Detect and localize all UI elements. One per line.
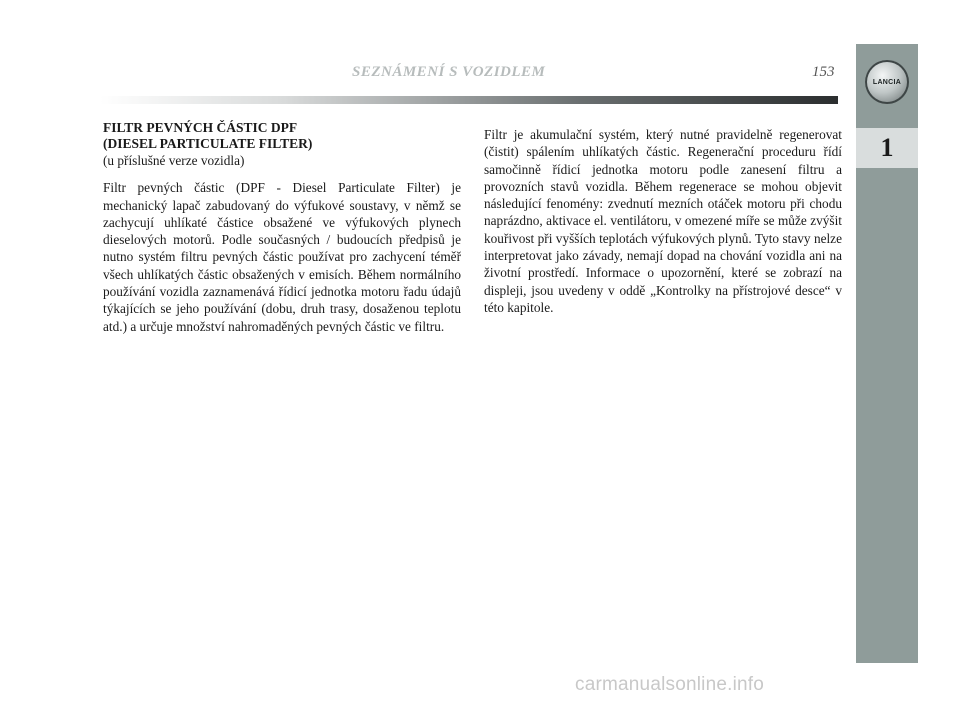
heading-line-1: FILTR PEVNÝCH ČÁSTIC DPF [103, 120, 298, 135]
page-number: 153 [812, 64, 835, 80]
watermark: carmanualsonline.info [575, 674, 765, 695]
left-paragraph: Filtr pevných částic (DPF - Diesel Particulate Filter) je mechanický lapač zabudovaný do výfukové soustavy, v němž se zachycují uhlíkaté částice obsažené ve výfukových plynech dieselových motorů. Podle současných / budoucích předpisů je nutno systém filtru pevných částic používat pro zachycení téměř všech uhlíkatých částic obsažených v emisích. Během normálního používání vozidla zaznamenává řídicí jednotka motoru řadu údajů týkajících se jeho používání (dobu, druh trasy, dosaženou teplotu atd.) a určuje množství nahromaděných pevných částic ve filtru. [103, 180, 461, 334]
right-paragraph: Filtr je akumulační systém, který nutné pravidelně regenerovat (čistit) spálením uhlíkatých částic. Regenerační proceduru řídí samočinně řídicí jednotka motoru podle zanesení filtru a provozních stavů vozidla. Během regenerace se mohou objevit následující fenomény: zvednutí mezních otáček motoru při chodu naprázdno, aktivace el. ventilátoru, v omezené míře se může zvýšit kouřivost při vyšších teplotách výfukových plynů. Tyto stavy nelze interpretovat jako závady, nemají dopad na chování vozidla ani na životní prostředí. Informace o upozornění, které se zobrazí na displeji, jsou uvedeny v oddě „Kontrolky na přístrojové desce“ v této kapitole. [484, 127, 842, 315]
section-subheading: (u příslušné verze vozidla) [103, 153, 245, 168]
header-rule [100, 96, 838, 104]
lancia-shield-icon [865, 60, 909, 104]
right-column [484, 126, 842, 316]
chapter-number: 1 [856, 128, 918, 168]
running-header-title: SEZNÁMENÍ S VOZIDLEM [352, 64, 546, 80]
heading-line-2: (DIESEL PARTICULATE FILTER) [103, 136, 313, 151]
chapter-side-tab [856, 44, 918, 663]
side-logo-box [856, 44, 918, 120]
section-heading [103, 120, 461, 152]
logo-text: LANCIA [872, 78, 902, 86]
left-column [103, 120, 461, 335]
